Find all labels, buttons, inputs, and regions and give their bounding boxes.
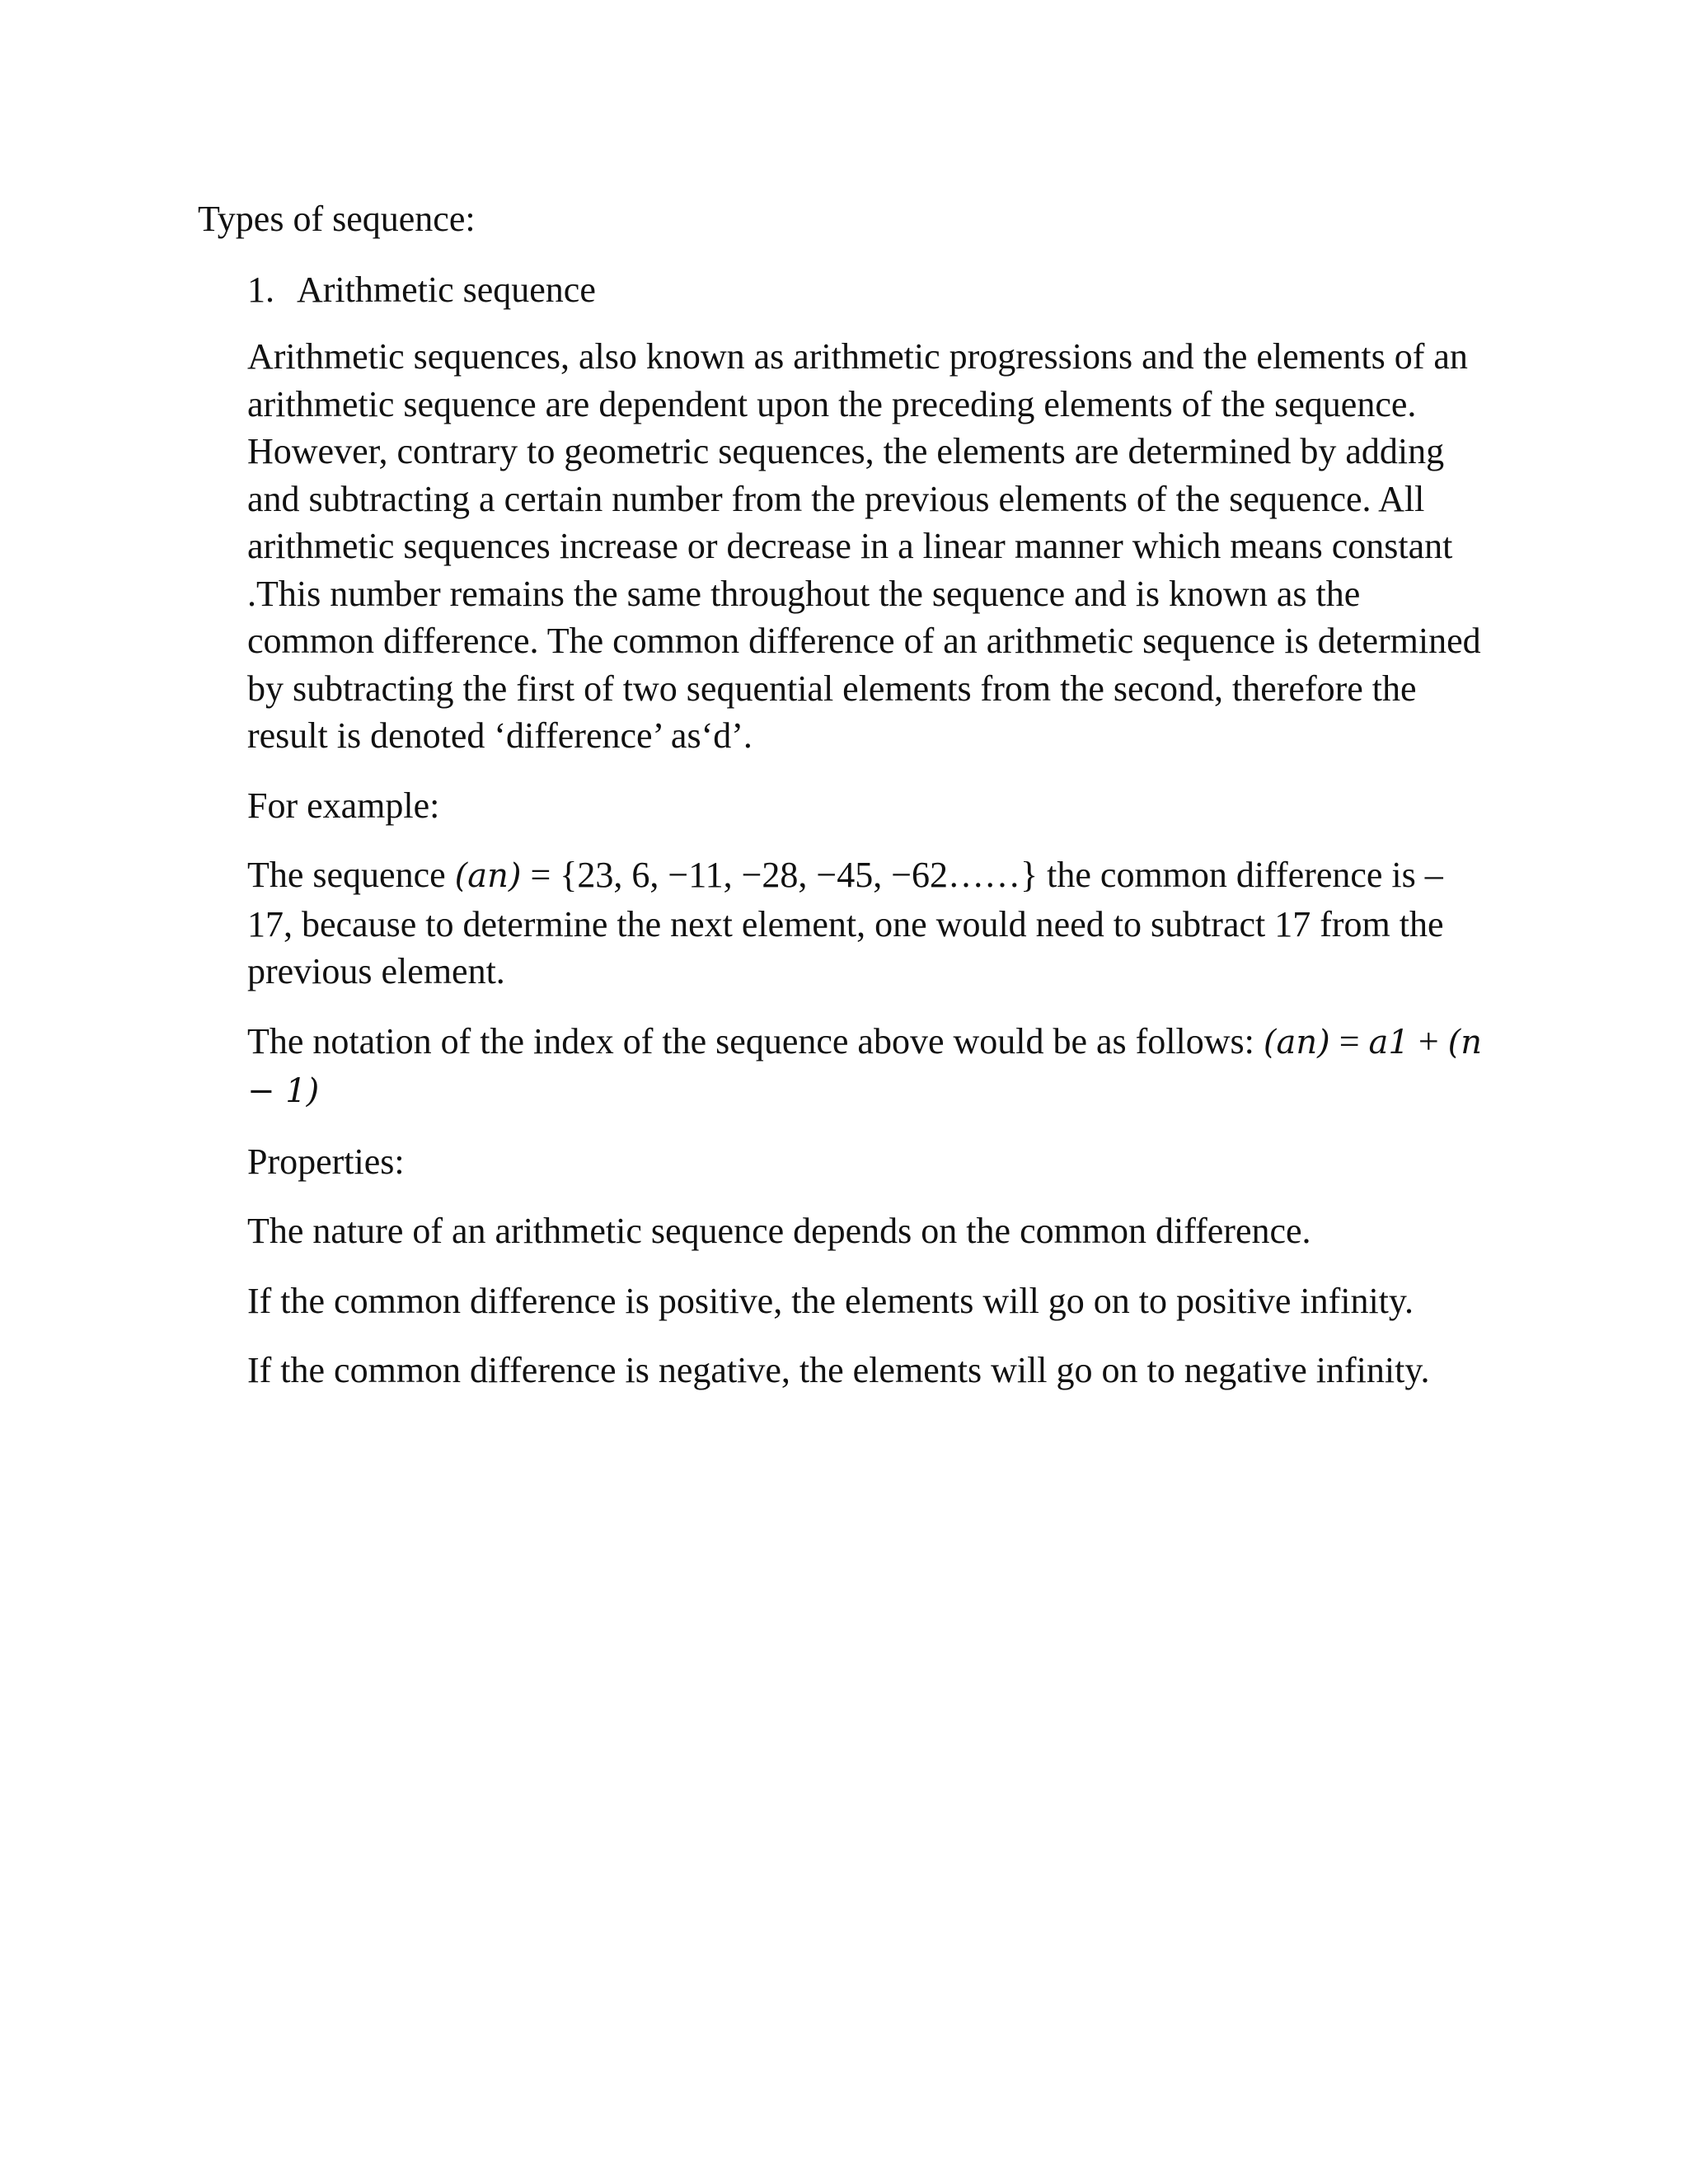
notation-plus: + <box>1409 1020 1448 1062</box>
notation-math-a1: a1 <box>1368 1023 1409 1062</box>
document-body <box>247 333 1492 1417</box>
section-heading: Types of sequence: <box>198 199 476 239</box>
example-set: = {23, 6, −11, −28, −45, −62……} <box>521 855 1039 895</box>
properties-label: Properties: <box>247 1141 405 1182</box>
list-item-arithmetic <box>247 265 596 315</box>
example-math: (an) <box>454 857 522 895</box>
negative-paragraph: If the common difference is negative, the elements will go on to negative infinity. <box>247 1350 1430 1390</box>
example-paragraph <box>247 851 1492 996</box>
list-item-number: 1. <box>247 269 274 310</box>
notation-math-n-minus-1: (n − 1) <box>247 1023 1483 1110</box>
example-label: For example: <box>247 785 440 826</box>
example-prefix: The sequence <box>247 855 455 895</box>
notation-math-an: (an) <box>1263 1023 1330 1062</box>
positive-paragraph: If the common difference is positive, the elements will go on to positive infinity. <box>247 1280 1414 1321</box>
example-rest: the common difference is – 17, because to determine the next element, one would need to subtract 17 from the previous element. <box>247 855 1444 991</box>
nature-paragraph: The nature of an arithmetic sequence depends on the common difference. <box>247 1211 1311 1251</box>
list-item-label: Arithmetic sequence <box>297 269 596 310</box>
notation-prefix: The notation of the index of the sequence above would be as follows: <box>247 1020 1264 1062</box>
notation-equals: = <box>1329 1020 1369 1062</box>
notation-paragraph <box>247 1018 1492 1116</box>
intro-paragraph: Arithmetic sequences, also known as arithmetic progressions and the elements of an arithmetic sequence are dependent upon the preceding elements of the sequence. However, contrary to geometric sequences, the elements are determined by adding and subtracting a certain number from the previous elements of the sequence. All arithmetic sequences increase or decrease in a linear manner which means constant .This number remains the same throughout the sequence and is known as the common difference. The common difference of an arithmetic sequence is determined by subtracting the first of two sequential elements from the second, therefore the result is denoted ‘difference’ as‘d’. <box>247 336 1481 756</box>
